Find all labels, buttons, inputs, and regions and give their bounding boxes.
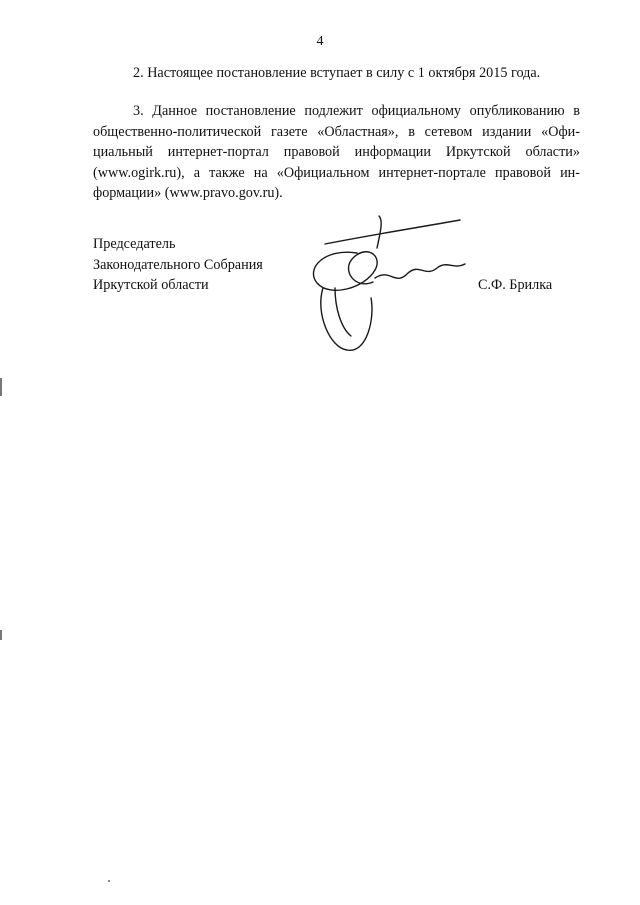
signature-stroke-tail (321, 288, 372, 350)
paragraph-3-line-3: циальный интернет-портал правовой информации Иркутской области» (93, 144, 580, 160)
signatory-name: С.Ф. Брилка (478, 277, 553, 293)
signatory-title-line-1: Председатель (93, 236, 176, 252)
signature-stroke-loop (313, 252, 377, 291)
page-number: 4 (316, 34, 324, 49)
paragraph-3-line-1: 3. Данное постановление подлежит официальному опубликованию в (133, 103, 580, 119)
paragraph-3-line-4: (www.ogirk.ru), а также на «Официальном интернет-портале правовой ин- (93, 164, 580, 181)
scan-artifact-dot (108, 880, 110, 882)
handwritten-signature (295, 208, 475, 358)
signature-stroke-wave (375, 264, 465, 278)
signature-stroke-top (325, 220, 460, 244)
paragraph-2-line-1: 2. Настоящее постановление вступает в силу с 1 октября 2015 года. (133, 65, 541, 81)
paragraph-3-line-5: формации» (www.pravo.gov.ru). (93, 185, 283, 201)
signatory-title (93, 234, 263, 296)
signature-stroke-inner (335, 288, 351, 336)
signatory-title-line-2: Законодательного Собрания (93, 256, 263, 273)
scan-margin-mark (0, 630, 2, 640)
paragraph-3-line-2: общественно-политической газете «Областная», в сетевом издании «Офи- (93, 123, 580, 140)
paragraph-2 (93, 63, 580, 84)
signature-stroke-cross (377, 216, 381, 248)
scan-margin-mark (0, 378, 2, 396)
paragraph-3 (93, 101, 580, 204)
signatory-title-line-3: Иркутской области (93, 277, 209, 293)
